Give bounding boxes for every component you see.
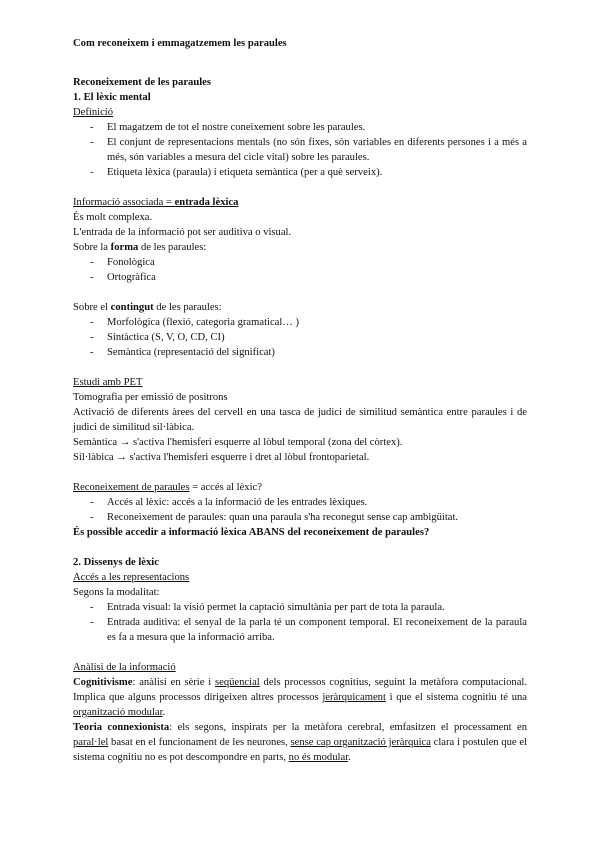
underlined-term: paral·lel	[73, 737, 109, 748]
text-run: Sobre el	[73, 302, 111, 313]
text-run: : anàlisi en sèrie i	[132, 677, 216, 688]
underlined-term: seqüencial	[215, 677, 260, 688]
bold-term: forma	[110, 242, 139, 253]
list-item: - Ortogràfica	[73, 270, 527, 285]
text-run: .	[162, 707, 166, 718]
list-item: - Entrada auditiva: el senyal de la parla té un component temporal. El reconeixement de la paraula es fa a mesura que la informació arriba.	[73, 615, 527, 645]
info-label: Informació associada	[73, 197, 164, 208]
list-item: - Reconeixement de paraules: quan una paraula s'ha reconegut sense cap ambigüitat.	[73, 510, 527, 525]
contingut-line	[73, 300, 527, 315]
text-run: .	[348, 752, 351, 763]
recon-list	[73, 495, 527, 525]
recon-heading	[73, 480, 527, 495]
subsection-heading: 1. El lèxic mental	[73, 92, 151, 103]
section-heading: Reconeixement de les paraules	[73, 77, 211, 88]
paragraph: Sil·làbica → s'activa l'hemisferi esquerre i dret al lòbul frontoparietal.	[73, 452, 370, 463]
info-term: entrada lèxica	[174, 197, 239, 208]
section-heading: 2. Dissenys de lèxic	[73, 557, 159, 568]
document-body	[73, 36, 527, 765]
analisi-label: Anàlisi de la informació	[73, 662, 176, 673]
info-heading	[73, 195, 527, 210]
recon-label: Reconeixement de paraules	[73, 482, 190, 493]
definition-list	[73, 120, 527, 180]
text-run: basat en el funcionament de les neurones,	[108, 737, 291, 748]
list-item: - El conjunt de representacions mentals (no són fixes, són variables en diferents persones i a més a més, són variables a mesura del cicle vital) sobre les paraules.	[73, 135, 527, 165]
contingut-list	[73, 315, 527, 360]
text-run: de les paraules:	[153, 302, 222, 313]
bold-term: Cognitivisme	[73, 677, 133, 688]
list-item: - Semàntica (representació del significat)	[73, 345, 527, 360]
acces-label: Accés a les representacions	[73, 572, 190, 583]
text-run: : els segons, inspirats per la metàfora cerebral, emfasitzen el processament en	[169, 722, 527, 733]
bold-term: Teoria connexionista	[73, 722, 170, 733]
pet-label: Estudi amb PET	[73, 377, 143, 388]
underlined-term: organització modular	[73, 707, 163, 718]
underlined-term: sense cap organització jeràrquica	[290, 737, 431, 748]
paragraph: Segons la modalitat:	[73, 587, 160, 598]
list-item: - Morfològica (flexió, categoria gramatical… )	[73, 315, 527, 330]
list-item: - Etiqueta lèxica (paraula) i etiqueta semàntica (per a què serveix).	[73, 165, 527, 180]
list-item: - Fonològica	[73, 255, 527, 270]
forma-line	[73, 240, 527, 255]
paragraph: És molt complexa.	[73, 212, 153, 223]
text-run: dels processos cognitius, seguint la metàfora computacional. Implica que alguns processos dirigeixen altres processos	[73, 677, 528, 703]
text-run: de les paraules:	[138, 242, 207, 253]
list-item: - Sintàctica (S, V, O, CD, CI)	[73, 330, 527, 345]
connexionista-paragraph	[73, 720, 527, 765]
cognitivisme-paragraph	[73, 675, 527, 720]
paragraph: Tomografia per emissió de positrons	[73, 392, 228, 403]
text-run: i que el sistema cognitiu té una	[385, 692, 527, 703]
definition-label: Definició	[73, 107, 114, 118]
list-item: - Accés al lèxic: accés a la informació de les entrades lèxiques.	[73, 495, 527, 510]
paragraph: L'entrada de la informació pot ser auditiva o visual.	[73, 227, 292, 238]
forma-list	[73, 255, 527, 285]
modalitat-list	[73, 600, 527, 645]
document-title: Com reconeixem i emmagatzemem les paraules	[73, 38, 287, 49]
list-item: - El magatzem de tot el nostre coneixement sobre les paraules.	[73, 120, 527, 135]
info-eq: =	[163, 197, 175, 208]
underlined-term: no és modular	[288, 752, 349, 763]
question: És possible accedir a informació lèxica ABANS del reconeixement de paraules?	[73, 527, 430, 538]
underlined-term: jeràrquicament	[322, 692, 386, 703]
paragraph: Activació de diferents àrees del cervell en una tasca de judici de similitud semàntica entre paraules i de judici de similitud sil·làbica.	[73, 407, 527, 433]
paragraph: Semàntica → s'activa l'hemisferi esquerre al lòbul temporal (zona del còrtex).	[73, 437, 403, 448]
text-run: Sobre la	[73, 242, 111, 253]
list-item: - Entrada visual: la visió permet la captació simultània per part de tota la paraula.	[73, 600, 527, 615]
text-run: clara i postulen que el sistema cognitiu no es pot descompondre en parts,	[73, 737, 527, 763]
bold-term: contingut	[110, 302, 154, 313]
text-run: = accés al lèxic?	[189, 482, 262, 493]
